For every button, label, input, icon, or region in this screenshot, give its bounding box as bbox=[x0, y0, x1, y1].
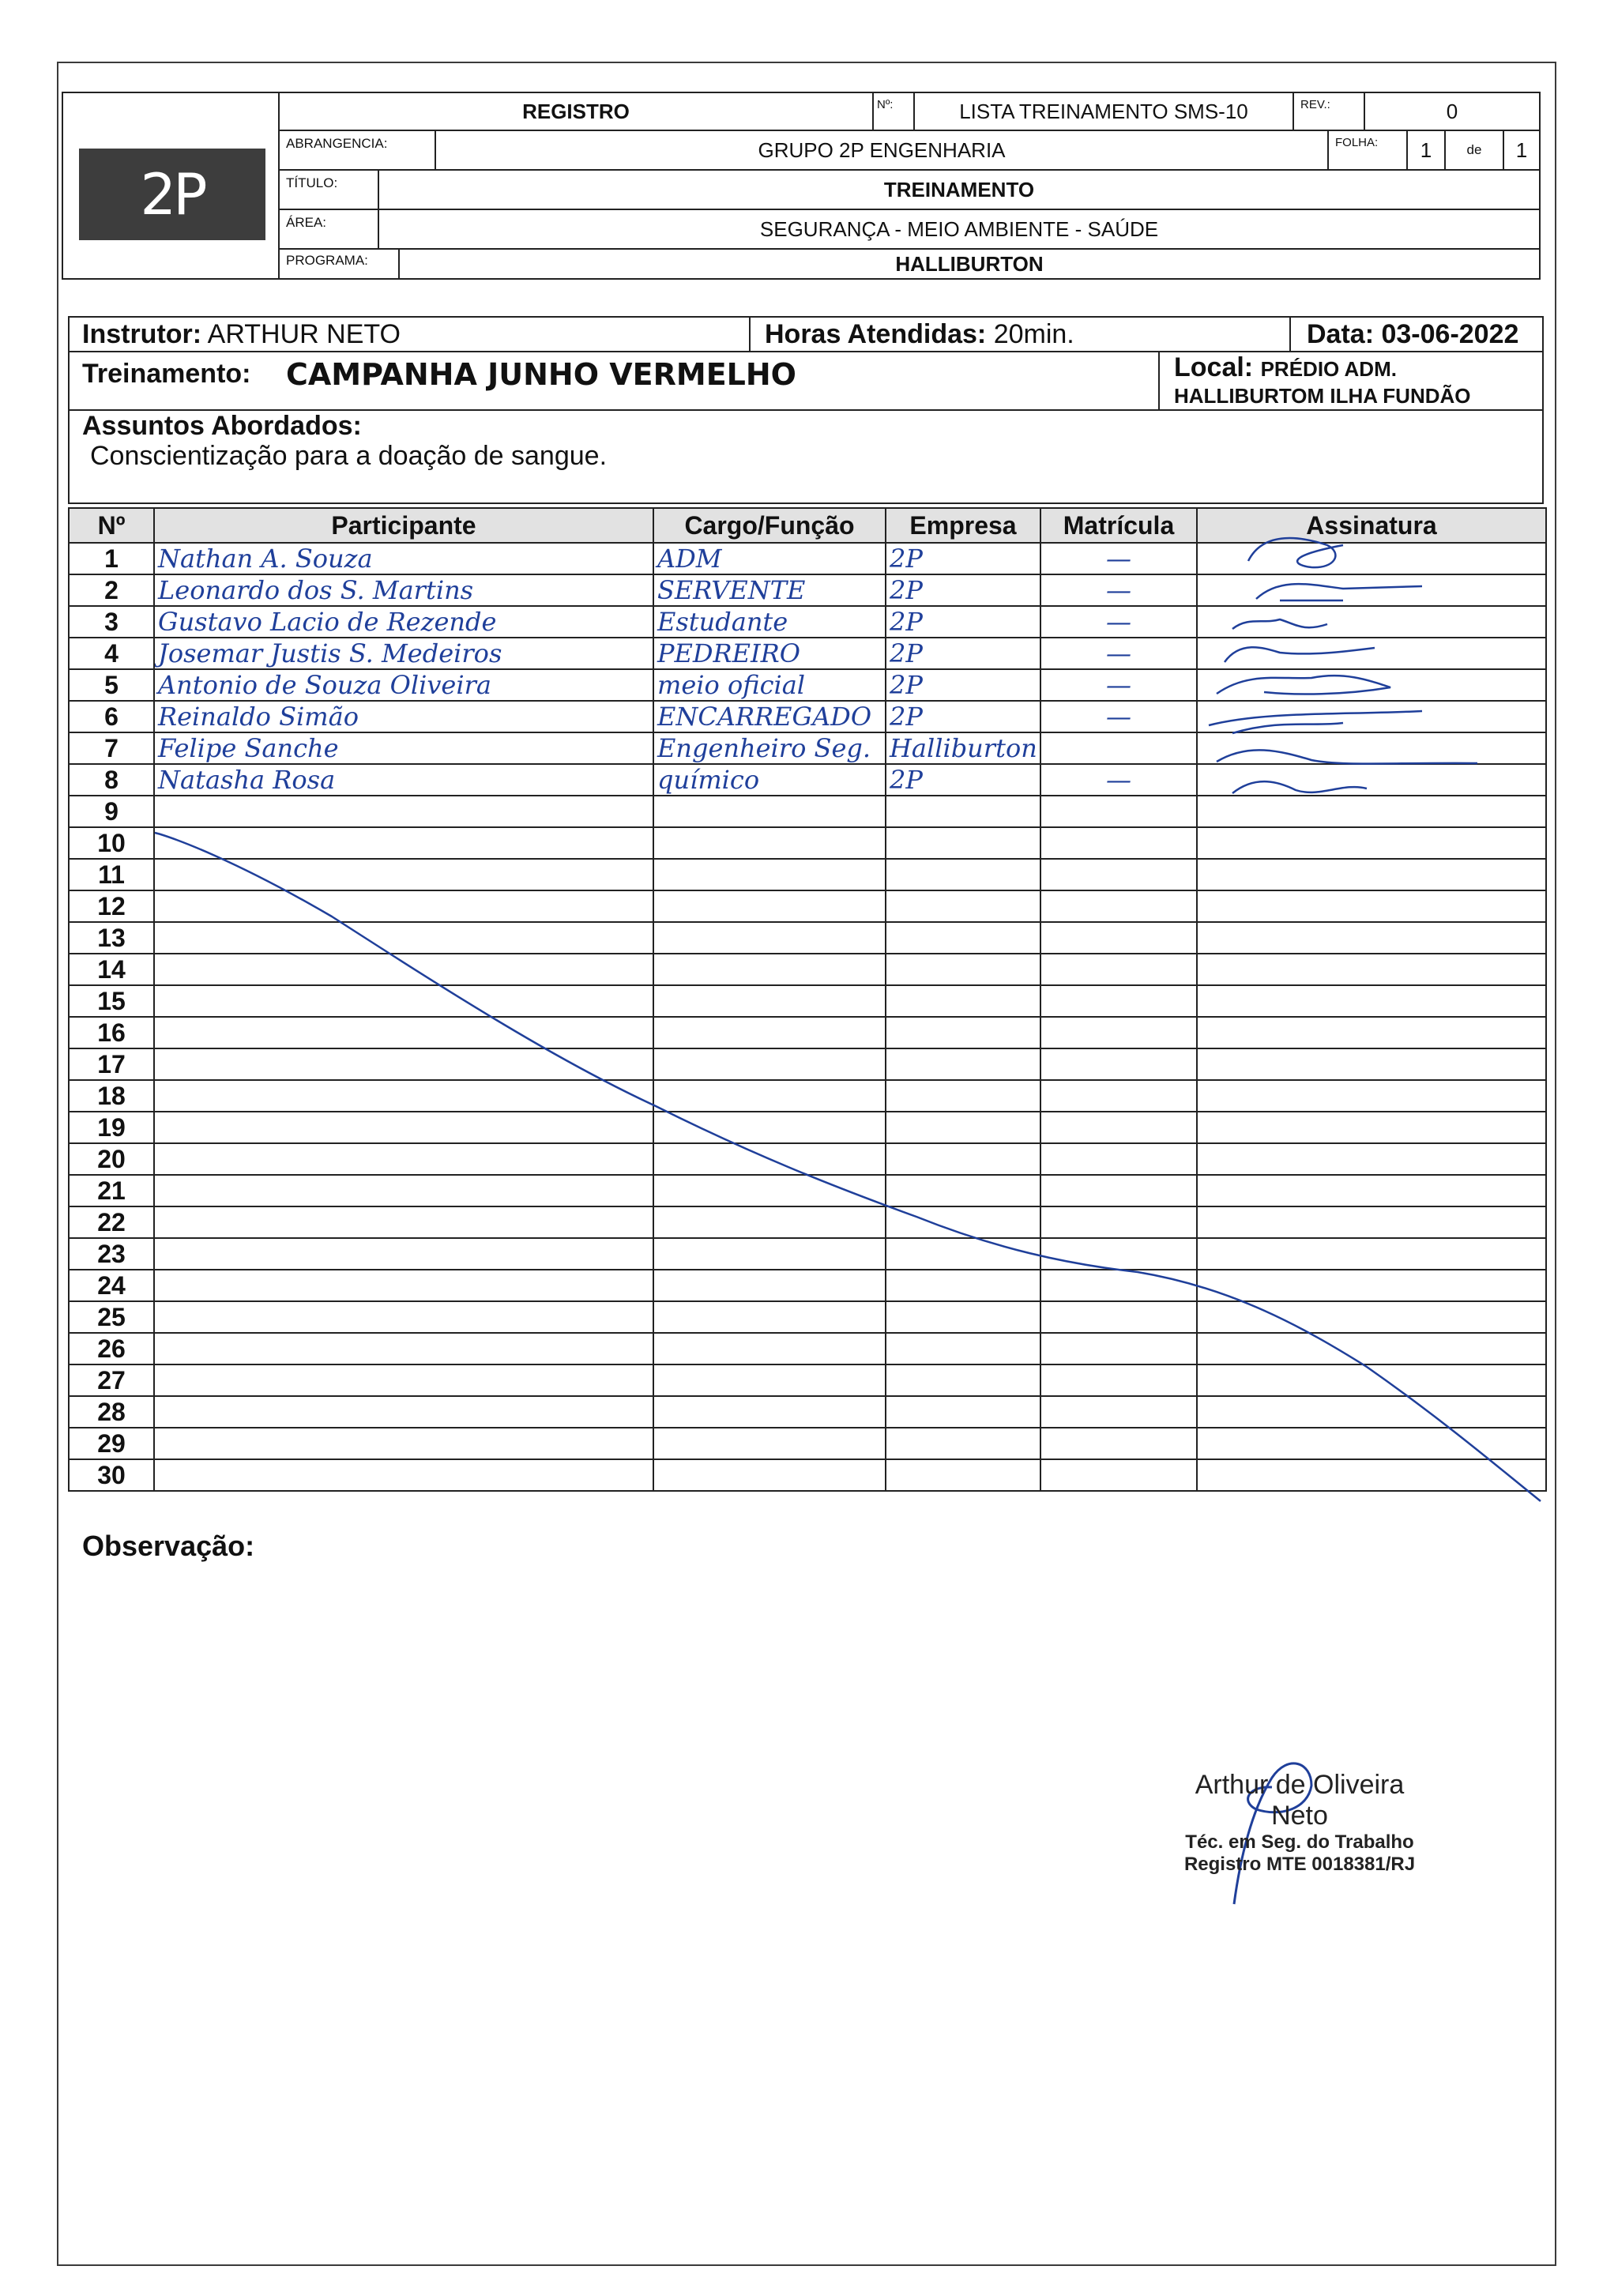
row-number: 2 bbox=[69, 574, 154, 606]
table-row bbox=[69, 985, 1546, 1017]
participant-company bbox=[886, 1428, 1040, 1459]
numero-label: Nº: bbox=[877, 98, 894, 111]
row-number: 19 bbox=[69, 1112, 154, 1143]
participant-signature bbox=[1197, 1017, 1546, 1048]
row-number: 29 bbox=[69, 1428, 154, 1459]
col-cargo: Cargo/Função bbox=[653, 508, 886, 543]
participant-registration bbox=[1040, 1080, 1197, 1112]
participant-company bbox=[886, 1206, 1040, 1238]
participant-name: Gustavo Lacio de Rezende bbox=[154, 606, 653, 638]
row-number: 15 bbox=[69, 985, 154, 1017]
participant-registration bbox=[1040, 1459, 1197, 1491]
row-number: 1 bbox=[69, 543, 154, 574]
table-row bbox=[69, 1459, 1546, 1491]
table-row bbox=[69, 954, 1546, 985]
participant-signature bbox=[1197, 764, 1546, 796]
participant-role bbox=[653, 859, 886, 890]
header-row-area bbox=[280, 210, 1539, 250]
participant-name bbox=[154, 1459, 653, 1491]
participant-role: ADM bbox=[653, 543, 886, 574]
participant-company bbox=[886, 1017, 1040, 1048]
table-row bbox=[69, 1333, 1546, 1364]
participant-signature bbox=[1197, 1143, 1546, 1175]
participant-signature bbox=[1197, 1048, 1546, 1080]
participant-role bbox=[653, 1175, 886, 1206]
horas-value: 20min. bbox=[993, 319, 1074, 349]
participant-role bbox=[653, 1364, 886, 1396]
table-row bbox=[69, 1301, 1546, 1333]
table-row bbox=[69, 859, 1546, 890]
participant-name bbox=[154, 1048, 653, 1080]
row-number: 4 bbox=[69, 638, 154, 669]
participant-name bbox=[154, 1270, 653, 1301]
folha-value: 1 bbox=[1420, 137, 1432, 162]
titulo-label: TÍTULO: bbox=[286, 175, 338, 190]
participant-signature bbox=[1197, 574, 1546, 606]
folha-label: FOLHA: bbox=[1335, 136, 1379, 149]
participant-role bbox=[653, 1206, 886, 1238]
participant-company: 2P bbox=[886, 606, 1040, 638]
participant-name: Josemar Justis S. Medeiros bbox=[154, 638, 653, 669]
participant-registration bbox=[1040, 1175, 1197, 1206]
table-row bbox=[69, 1175, 1546, 1206]
row-number: 25 bbox=[69, 1301, 154, 1333]
table-row bbox=[69, 1206, 1546, 1238]
participant-role bbox=[653, 1048, 886, 1080]
participant-registration bbox=[1040, 827, 1197, 859]
participant-registration bbox=[1040, 796, 1197, 827]
participant-signature bbox=[1197, 732, 1546, 764]
local-value-1: PRÉDIO ADM. bbox=[1260, 357, 1397, 381]
participant-company bbox=[886, 1175, 1040, 1206]
participant-signature bbox=[1197, 890, 1546, 922]
participant-role bbox=[653, 1270, 886, 1301]
row-number: 21 bbox=[69, 1175, 154, 1206]
row-number: 27 bbox=[69, 1364, 154, 1396]
folha-total: 1 bbox=[1515, 137, 1528, 162]
participant-role: meio oficial bbox=[653, 669, 886, 701]
row-number: 30 bbox=[69, 1459, 154, 1491]
participant-role bbox=[653, 922, 886, 954]
row-number: 26 bbox=[69, 1333, 154, 1364]
participant-signature bbox=[1197, 543, 1546, 574]
participant-role bbox=[653, 1080, 886, 1112]
participant-name bbox=[154, 1428, 653, 1459]
participant-signature bbox=[1197, 859, 1546, 890]
table-row bbox=[69, 543, 1546, 574]
header-row-registro bbox=[280, 93, 1539, 131]
participant-registration bbox=[1040, 954, 1197, 985]
participant-company bbox=[886, 1396, 1040, 1428]
participant-role bbox=[653, 1333, 886, 1364]
participant-company bbox=[886, 922, 1040, 954]
data-value: 03-06-2022 bbox=[1381, 319, 1519, 349]
row-number: 3 bbox=[69, 606, 154, 638]
participant-company bbox=[886, 1364, 1040, 1396]
participant-signature bbox=[1197, 701, 1546, 732]
participant-name bbox=[154, 1364, 653, 1396]
row-number: 7 bbox=[69, 732, 154, 764]
participant-company bbox=[886, 1080, 1040, 1112]
table-row bbox=[69, 1428, 1546, 1459]
participant-registration: — bbox=[1040, 669, 1197, 701]
participant-registration bbox=[1040, 1112, 1197, 1143]
participant-name bbox=[154, 922, 653, 954]
instrutor-value: ARTHUR NETO bbox=[207, 319, 401, 349]
participant-company bbox=[886, 796, 1040, 827]
numero-value: LISTA TREINAMENTO SMS-10 bbox=[959, 99, 1248, 123]
table-row bbox=[69, 1270, 1546, 1301]
participant-role bbox=[653, 1459, 886, 1491]
row-number: 9 bbox=[69, 796, 154, 827]
row-number: 20 bbox=[69, 1143, 154, 1175]
participant-role bbox=[653, 1428, 886, 1459]
row-number: 6 bbox=[69, 701, 154, 732]
header-row-programa bbox=[280, 250, 1539, 278]
participant-name bbox=[154, 985, 653, 1017]
participant-registration bbox=[1040, 1270, 1197, 1301]
participant-registration bbox=[1040, 922, 1197, 954]
participant-company: Halliburton bbox=[886, 732, 1040, 764]
treinamento-label: Treinamento: bbox=[82, 359, 251, 389]
local-value-2: HALLIBURTOM ILHA FUNDÃO bbox=[1174, 384, 1471, 408]
professional-stamp bbox=[1169, 1770, 1430, 1876]
table-row bbox=[69, 922, 1546, 954]
table-row bbox=[69, 796, 1546, 827]
participant-signature bbox=[1197, 1301, 1546, 1333]
participant-company bbox=[886, 890, 1040, 922]
row-number: 14 bbox=[69, 954, 154, 985]
table-body bbox=[69, 543, 1546, 1491]
row-number: 24 bbox=[69, 1270, 154, 1301]
col-assinatura: Assinatura bbox=[1197, 508, 1546, 543]
participant-registration bbox=[1040, 890, 1197, 922]
participant-role bbox=[653, 985, 886, 1017]
abrangencia-value: GRUPO 2P ENGENHARIA bbox=[758, 137, 1006, 162]
participant-registration bbox=[1040, 1364, 1197, 1396]
observacao-label: Observação: bbox=[82, 1530, 255, 1562]
row-number: 10 bbox=[69, 827, 154, 859]
participant-company: 2P bbox=[886, 701, 1040, 732]
stamp-line2: Registro MTE 0018381/RJ bbox=[1183, 1854, 1416, 1875]
participant-role bbox=[653, 954, 886, 985]
local-label: Local: bbox=[1174, 352, 1254, 382]
table-row bbox=[69, 1080, 1546, 1112]
participant-name bbox=[154, 1080, 653, 1112]
col-numero: Nº bbox=[69, 508, 154, 543]
participant-name: Natasha Rosa bbox=[154, 764, 653, 796]
programa-value: HALLIBURTON bbox=[895, 251, 1044, 276]
participant-registration bbox=[1040, 1333, 1197, 1364]
participant-registration: — bbox=[1040, 606, 1197, 638]
folha-de: de bbox=[1466, 142, 1482, 157]
participant-company: 2P bbox=[886, 669, 1040, 701]
participant-name bbox=[154, 1175, 653, 1206]
participant-registration bbox=[1040, 1017, 1197, 1048]
participant-signature bbox=[1197, 1396, 1546, 1428]
participant-signature bbox=[1197, 1333, 1546, 1364]
table-row bbox=[69, 1364, 1546, 1396]
participant-company bbox=[886, 1048, 1040, 1080]
participant-role bbox=[653, 1301, 886, 1333]
participant-name: Felipe Sanche bbox=[154, 732, 653, 764]
table-row bbox=[69, 1396, 1546, 1428]
table-row bbox=[69, 1238, 1546, 1270]
participant-company: 2P bbox=[886, 574, 1040, 606]
table-row bbox=[69, 574, 1546, 606]
participant-name bbox=[154, 1206, 653, 1238]
participant-company bbox=[886, 1112, 1040, 1143]
participant-company bbox=[886, 1301, 1040, 1333]
area-label: ÁREA: bbox=[286, 215, 327, 230]
participant-signature bbox=[1197, 922, 1546, 954]
participant-role: Estudante bbox=[653, 606, 886, 638]
participant-registration bbox=[1040, 1428, 1197, 1459]
participant-company bbox=[886, 1270, 1040, 1301]
participant-name: Nathan A. Souza bbox=[154, 543, 653, 574]
participant-signature bbox=[1197, 1459, 1546, 1491]
row-number: 16 bbox=[69, 1017, 154, 1048]
registro-label: REGISTRO bbox=[522, 99, 630, 123]
participant-registration bbox=[1040, 732, 1197, 764]
area-value: SEGURANÇA - MEIO AMBIENTE - SAÚDE bbox=[759, 216, 1159, 241]
participant-role: PEDREIRO bbox=[653, 638, 886, 669]
participant-company bbox=[886, 1459, 1040, 1491]
row-number: 12 bbox=[69, 890, 154, 922]
participant-registration: — bbox=[1040, 638, 1197, 669]
table-row bbox=[69, 732, 1546, 764]
participant-registration bbox=[1040, 1238, 1197, 1270]
row-number: 18 bbox=[69, 1080, 154, 1112]
participant-name bbox=[154, 1143, 653, 1175]
rev-value: 0 bbox=[1446, 99, 1458, 123]
participant-company: 2P bbox=[886, 543, 1040, 574]
participant-signature bbox=[1197, 1238, 1546, 1270]
abrangencia-label: ABRANGENCIA: bbox=[286, 136, 388, 151]
attendance-table bbox=[68, 507, 1547, 1492]
participant-name bbox=[154, 1238, 653, 1270]
logo-text: 2P bbox=[140, 161, 205, 228]
participant-role: Engenheiro Seg. bbox=[653, 732, 886, 764]
data-label: Data: bbox=[1307, 319, 1375, 349]
participant-company bbox=[886, 827, 1040, 859]
participant-name bbox=[154, 1112, 653, 1143]
participant-role bbox=[653, 1396, 886, 1428]
participant-name bbox=[154, 1301, 653, 1333]
treinamento-value: CAMPANHA JUNHO VERMELHO bbox=[286, 357, 796, 392]
table-row bbox=[69, 1112, 1546, 1143]
table-row bbox=[69, 1048, 1546, 1080]
participant-name: Leonardo dos S. Martins bbox=[154, 574, 653, 606]
participant-registration bbox=[1040, 859, 1197, 890]
participant-registration bbox=[1040, 1048, 1197, 1080]
participant-name bbox=[154, 954, 653, 985]
participant-signature bbox=[1197, 796, 1546, 827]
participant-signature bbox=[1197, 1206, 1546, 1238]
participant-registration: — bbox=[1040, 543, 1197, 574]
participant-signature bbox=[1197, 1270, 1546, 1301]
row-number: 23 bbox=[69, 1238, 154, 1270]
participant-signature bbox=[1197, 1080, 1546, 1112]
participant-role bbox=[653, 1017, 886, 1048]
participant-registration bbox=[1040, 985, 1197, 1017]
participant-role bbox=[653, 796, 886, 827]
company-logo bbox=[79, 149, 265, 240]
col-empresa: Empresa bbox=[886, 508, 1040, 543]
participant-company bbox=[886, 954, 1040, 985]
participant-registration bbox=[1040, 1143, 1197, 1175]
table-row bbox=[69, 638, 1546, 669]
row-number: 11 bbox=[69, 859, 154, 890]
table-row bbox=[69, 701, 1546, 732]
participant-name: Antonio de Souza Oliveira bbox=[154, 669, 653, 701]
row-number: 22 bbox=[69, 1206, 154, 1238]
participant-registration bbox=[1040, 1301, 1197, 1333]
titulo-value: TREINAMENTO bbox=[883, 177, 1035, 201]
stamp-line1: Téc. em Seg. do Trabalho bbox=[1185, 1831, 1414, 1853]
participant-company bbox=[886, 1333, 1040, 1364]
programa-label: PROGRAMA: bbox=[286, 253, 368, 268]
participant-company bbox=[886, 1143, 1040, 1175]
table-row bbox=[69, 890, 1546, 922]
participant-name bbox=[154, 827, 653, 859]
participant-name bbox=[154, 859, 653, 890]
participant-signature bbox=[1197, 638, 1546, 669]
row-number: 8 bbox=[69, 764, 154, 796]
participant-signature bbox=[1197, 606, 1546, 638]
assuntos-label: Assuntos Abordados: bbox=[82, 411, 362, 441]
participant-name: Reinaldo Simão bbox=[154, 701, 653, 732]
participant-signature bbox=[1197, 1175, 1546, 1206]
participant-name bbox=[154, 1396, 653, 1428]
participant-signature bbox=[1197, 669, 1546, 701]
participant-company: 2P bbox=[886, 638, 1040, 669]
participant-name bbox=[154, 1333, 653, 1364]
table-row bbox=[69, 1017, 1546, 1048]
instrutor-label: Instrutor: bbox=[82, 319, 202, 349]
participant-name bbox=[154, 1017, 653, 1048]
participant-company bbox=[886, 985, 1040, 1017]
header-row-abrangencia bbox=[280, 131, 1539, 171]
col-matricula: Matrícula bbox=[1040, 508, 1197, 543]
participant-registration: — bbox=[1040, 574, 1197, 606]
row-number: 13 bbox=[69, 922, 154, 954]
participant-registration bbox=[1040, 1206, 1197, 1238]
participant-role bbox=[653, 827, 886, 859]
row-number: 5 bbox=[69, 669, 154, 701]
participant-signature bbox=[1197, 1428, 1546, 1459]
participant-company bbox=[886, 859, 1040, 890]
table-row bbox=[69, 827, 1546, 859]
participant-registration bbox=[1040, 1396, 1197, 1428]
participant-registration: — bbox=[1040, 764, 1197, 796]
table-row bbox=[69, 669, 1546, 701]
participant-role bbox=[653, 890, 886, 922]
participant-role: ENCARREGADO bbox=[653, 701, 886, 732]
participant-signature bbox=[1197, 985, 1546, 1017]
stamp-name: Arthur de Oliveira Neto bbox=[1195, 1770, 1405, 1831]
participant-signature bbox=[1197, 827, 1546, 859]
row-number: 17 bbox=[69, 1048, 154, 1080]
logo-cell bbox=[63, 93, 280, 278]
horas-label: Horas Atendidas: bbox=[765, 319, 987, 349]
participant-registration: — bbox=[1040, 701, 1197, 732]
participant-role bbox=[653, 1238, 886, 1270]
participant-signature bbox=[1197, 1364, 1546, 1396]
participant-signature bbox=[1197, 954, 1546, 985]
col-participante: Participante bbox=[154, 508, 653, 543]
header-row-titulo bbox=[280, 171, 1539, 210]
table-row bbox=[69, 764, 1546, 796]
row-number: 28 bbox=[69, 1396, 154, 1428]
rev-label: REV.: bbox=[1300, 98, 1330, 111]
participant-company bbox=[886, 1238, 1040, 1270]
participant-role: SERVENTE bbox=[653, 574, 886, 606]
participant-role bbox=[653, 1112, 886, 1143]
training-info bbox=[68, 316, 1544, 504]
participant-name bbox=[154, 890, 653, 922]
table-row bbox=[69, 1143, 1546, 1175]
participant-name bbox=[154, 796, 653, 827]
assuntos-value: Conscientização para a doação de sangue. bbox=[90, 441, 608, 471]
document-header bbox=[62, 92, 1541, 280]
participant-role bbox=[653, 1143, 886, 1175]
table-header-row bbox=[69, 508, 1546, 543]
participant-signature bbox=[1197, 1112, 1546, 1143]
table-row bbox=[69, 606, 1546, 638]
participant-company: 2P bbox=[886, 764, 1040, 796]
participant-role: químico bbox=[653, 764, 886, 796]
